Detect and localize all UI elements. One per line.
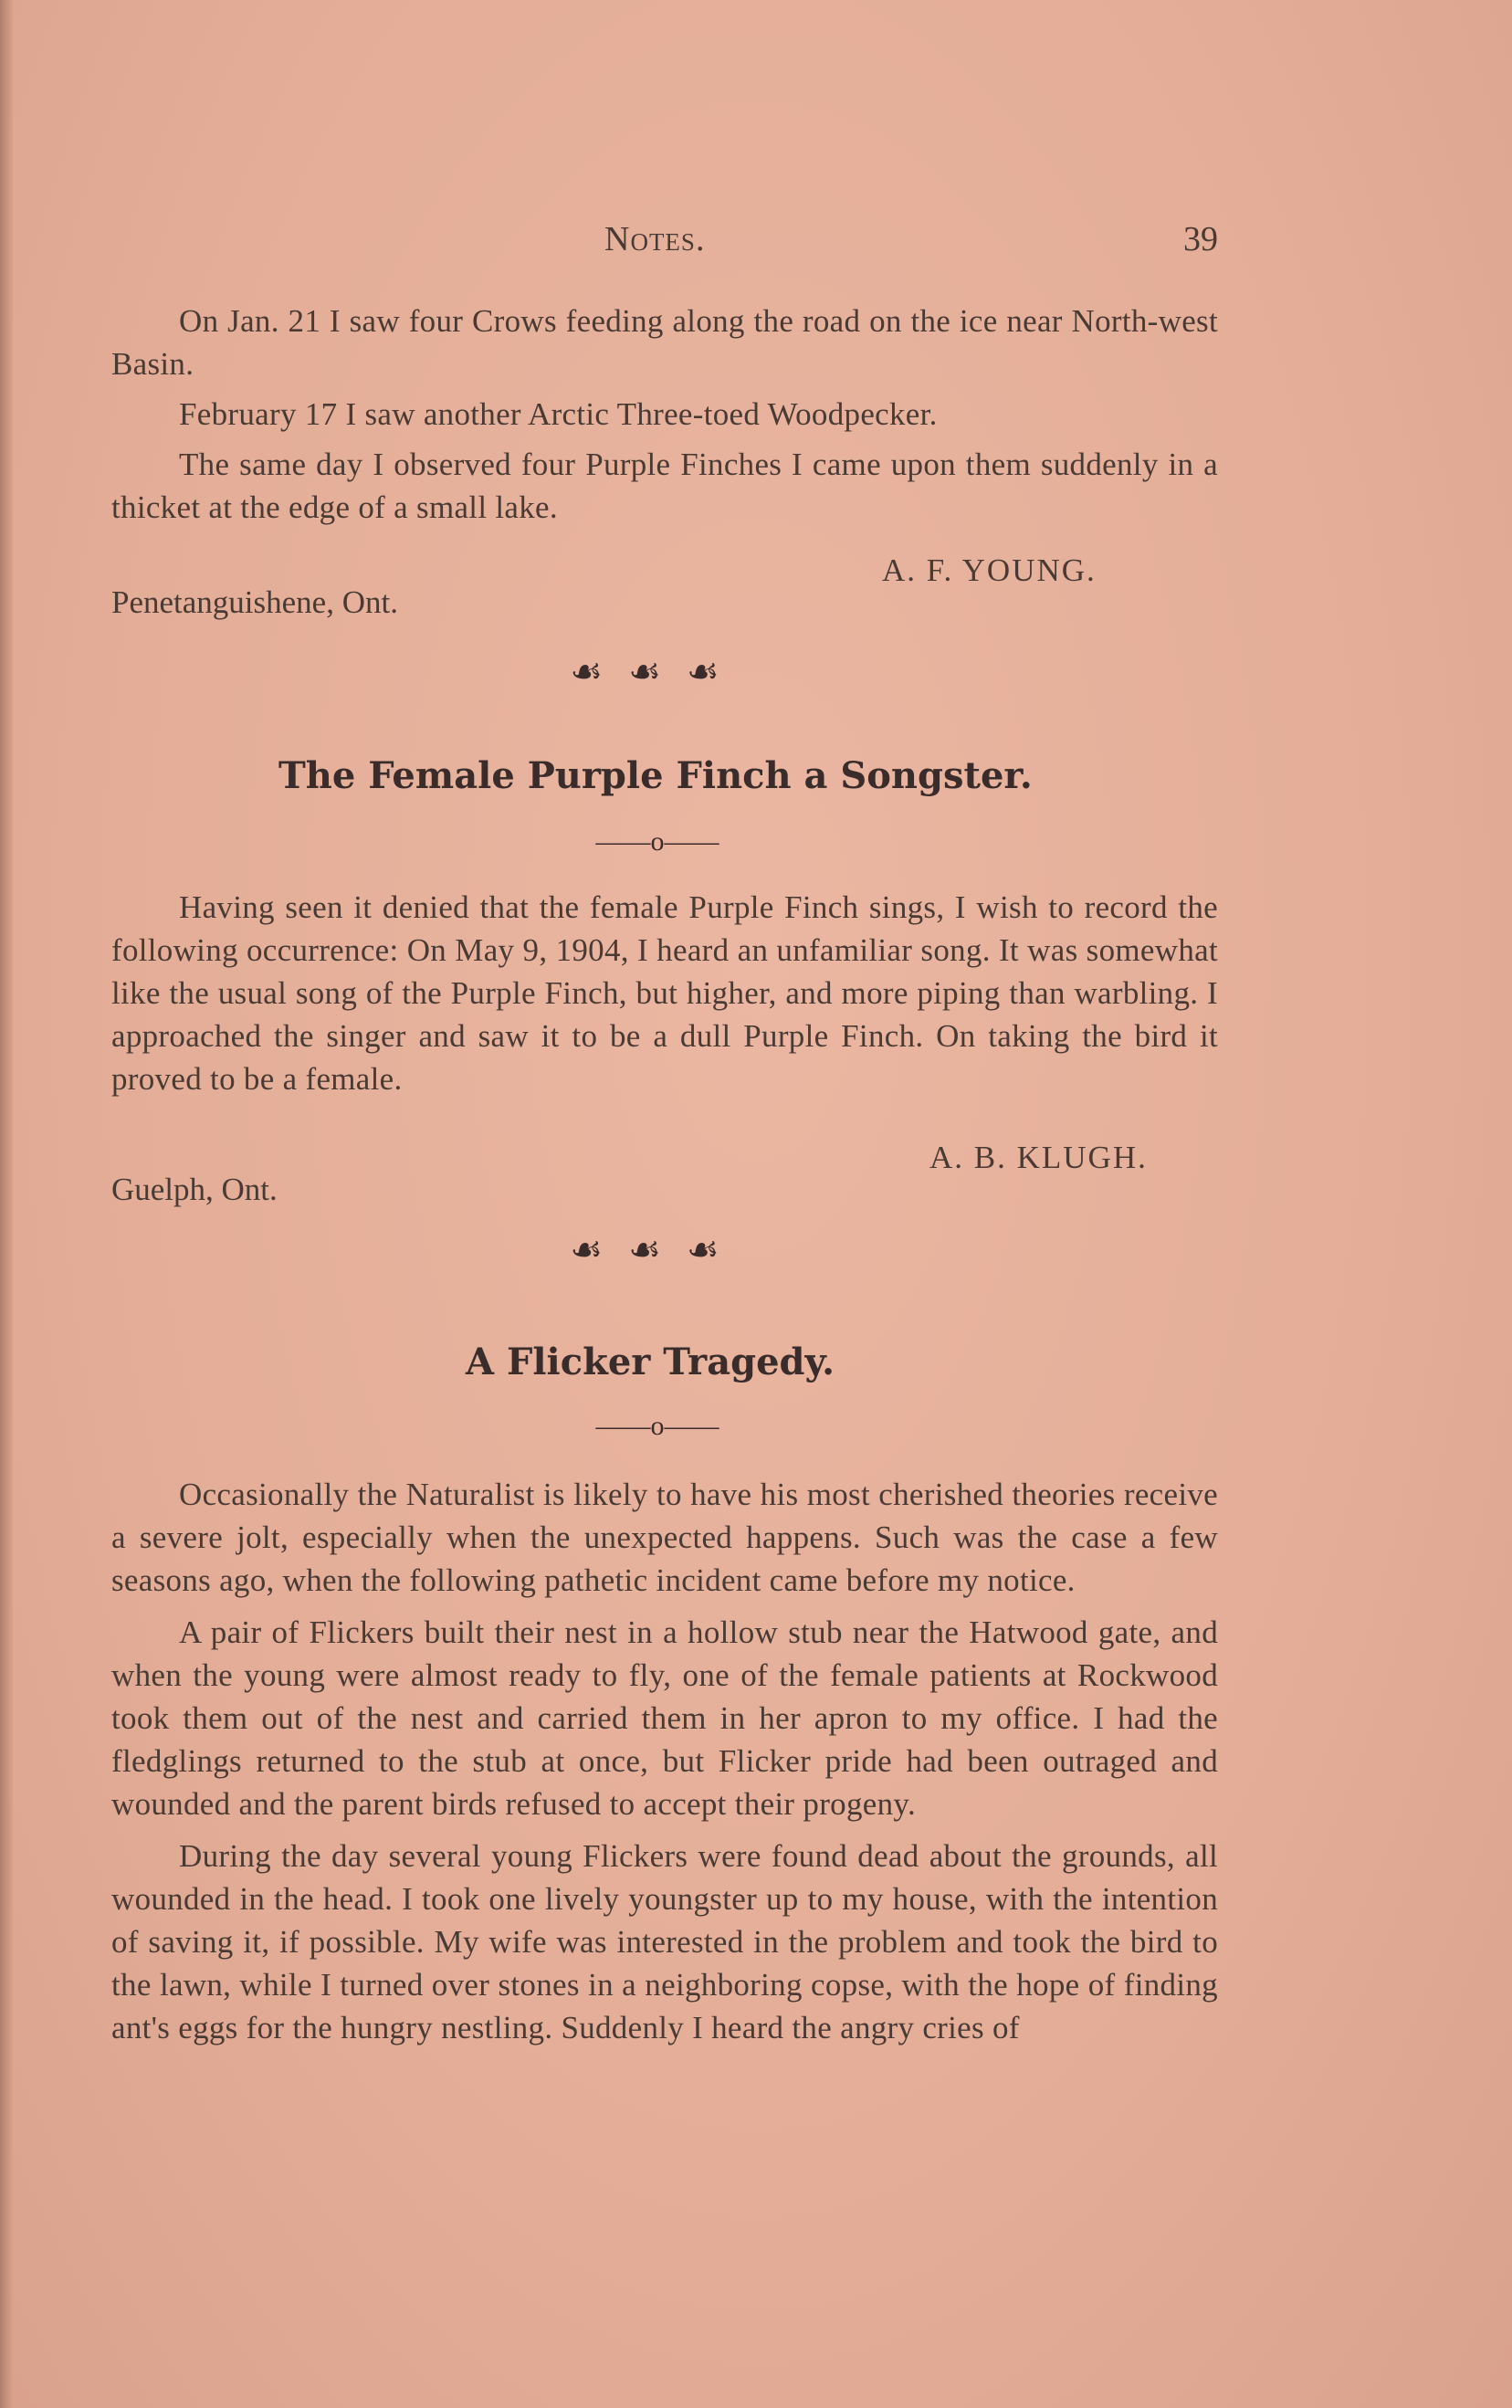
paragraph: The same day I observed four Purple Finches I came upon them suddenly in a thicket at the edge of a small lake. (111, 447, 1218, 525)
article-body (111, 1473, 1218, 2049)
article-title: The Female Purple Finch a Songster. (278, 754, 1033, 797)
article-body (111, 886, 1218, 1100)
page-binding-edge (0, 0, 13, 2408)
paragraph: Having seen it denied that the female Purple Finch sings, I wish to record the following occurrence: On May 9, 1904, I heard an unfamiliar song. It was somewhat like the usual song of the Purple Finch, but higher, and more piping than warbling. I approached the singer and saw it to be a dull Purple Finch. On taking the bird it proved to be a female. (111, 889, 1218, 1097)
page-number: 39 (1183, 220, 1218, 258)
paragraph: February 17 I saw another Arctic Three-toed Woodpecker. (179, 396, 938, 432)
paragraph: A pair of Flickers built their nest in a hollow stub near the Hatwood gate, and when the young were almost ready to fly, one of the female patients at Rockwood took them out of the nest and carried them in her apron to my office. I had the fledglings returned to the stub at once, but Flicker pride had been outraged and wounded and the parent birds refused to accept their progeny. (111, 1614, 1218, 1822)
paragraph: On Jan. 21 I saw four Crows feeding along the road on the ice near North-west Basin. (111, 303, 1218, 382)
signature: A. B. KLUGH. (929, 1140, 1148, 1175)
ornament-divider: ☙☙☙ (570, 651, 745, 692)
running-header (111, 219, 1218, 265)
article-title: A Flicker Tragedy. (466, 1341, 835, 1383)
title-rule: ——o—— (595, 1411, 719, 1441)
ornament-divider: ☙☙☙ (570, 1229, 745, 1270)
running-header-title: Notes. (604, 220, 706, 258)
place-line: Penetanguishene, Ont. (111, 584, 398, 620)
section-notes (111, 300, 1218, 529)
paragraph: During the day several young Flickers were found dead about the grounds, all wounded in the head. I took one lively youngster up to my house, with the intention of saving it, if possible. My wife was interested in the problem and took the bird to the lawn, while I turned over stones in a neighboring copse, with the hope of finding ant's eggs for the hungry nestling. Suddenly I heard the angry cries of (111, 1838, 1218, 2045)
place-line: Guelph, Ont. (111, 1172, 278, 1207)
signature: A. F. YOUNG. (882, 552, 1097, 588)
title-rule: ——o—— (595, 826, 719, 857)
paragraph: Occasionally the Naturalist is likely to have his most cherished theories receive a severe jolt, especially when the unexpected happens. Such was the case a few seasons ago, when the following pathetic incident came before my notice. (111, 1477, 1218, 1598)
